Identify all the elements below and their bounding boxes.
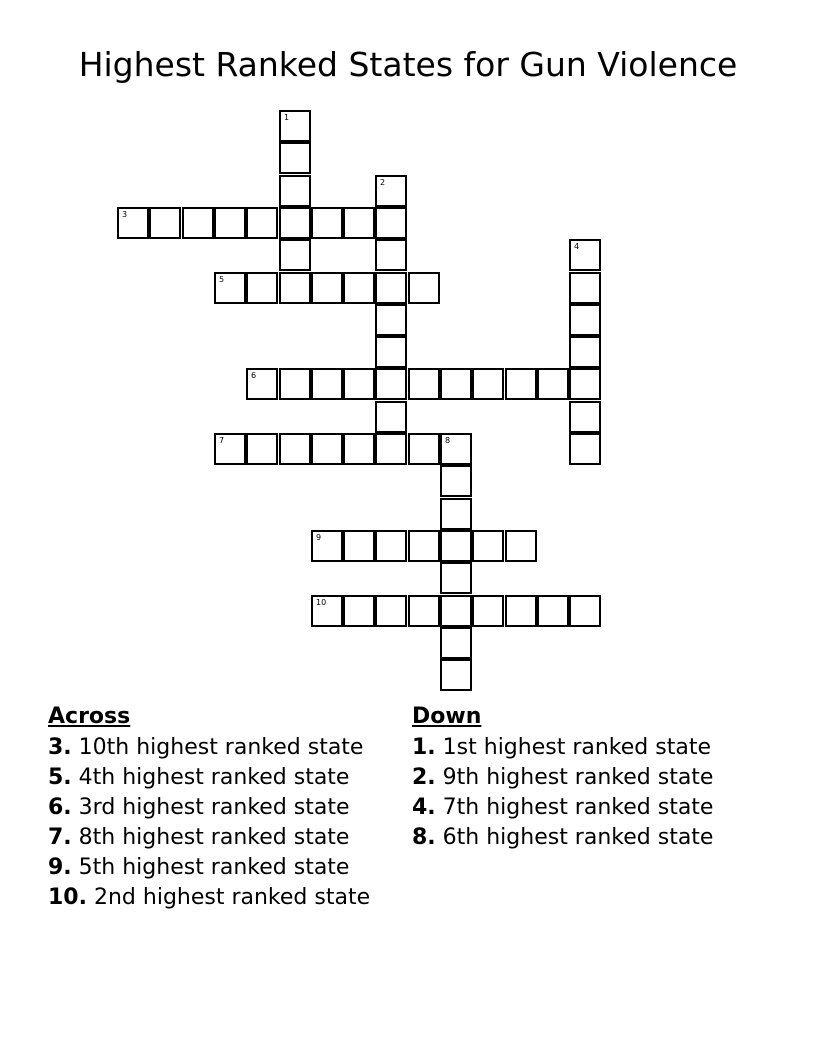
cell-number: 9 — [316, 533, 322, 542]
crossword-cell[interactable] — [440, 530, 472, 562]
page-title: Highest Ranked States for Gun Violence — [78, 45, 738, 84]
cell-number: 8 — [445, 436, 451, 445]
crossword-cell[interactable] — [375, 595, 407, 627]
crossword-cell[interactable] — [375, 239, 407, 271]
clue-text: 9th highest ranked state — [442, 765, 714, 790]
crossword-cell[interactable] — [505, 530, 537, 562]
crossword-cell[interactable] — [375, 336, 407, 368]
crossword-cell[interactable] — [343, 530, 375, 562]
crossword-cell[interactable] — [311, 207, 343, 239]
crossword-cell[interactable] — [375, 207, 407, 239]
crossword-cell[interactable] — [440, 498, 472, 530]
clue-text: 7th highest ranked state — [442, 795, 714, 820]
clue-text: 2nd highest ranked state — [93, 885, 371, 910]
down-clues — [412, 702, 772, 852]
crossword-cell[interactable] — [149, 207, 181, 239]
clue-text: 6th highest ranked state — [442, 825, 714, 850]
crossword-cell[interactable] — [408, 272, 440, 304]
crossword-cell[interactable] — [440, 368, 472, 400]
across-clue — [48, 762, 398, 792]
crossword-cell[interactable] — [279, 368, 311, 400]
crossword-cell[interactable] — [505, 595, 537, 627]
crossword-cell[interactable] — [569, 336, 601, 368]
crossword-cell[interactable] — [117, 207, 149, 239]
crossword-cell[interactable] — [279, 272, 311, 304]
crossword-cell[interactable] — [375, 175, 407, 207]
crossword-cell[interactable] — [569, 239, 601, 271]
cell-number: 3 — [122, 210, 128, 219]
clue-text: 3rd highest ranked state — [78, 795, 350, 820]
crossword-cell[interactable] — [311, 433, 343, 465]
crossword-cell[interactable] — [343, 368, 375, 400]
across-heading: Across — [48, 704, 131, 729]
clue-number: 6. — [48, 795, 72, 820]
crossword-cell[interactable] — [343, 207, 375, 239]
crossword-cell[interactable] — [311, 595, 343, 627]
across-clue — [48, 822, 398, 852]
cell-number: 6 — [251, 371, 257, 380]
crossword-cell[interactable] — [569, 368, 601, 400]
clue-number: 8. — [412, 825, 436, 850]
crossword-cell[interactable] — [279, 110, 311, 142]
crossword-cell[interactable] — [505, 368, 537, 400]
crossword-cell[interactable] — [343, 433, 375, 465]
crossword-cell[interactable] — [375, 401, 407, 433]
crossword-cell[interactable] — [279, 175, 311, 207]
across-clue — [48, 882, 398, 912]
crossword-cell[interactable] — [246, 272, 278, 304]
crossword-cell[interactable] — [279, 239, 311, 271]
crossword-cell[interactable] — [182, 207, 214, 239]
clue-text: 10th highest ranked state — [78, 735, 364, 760]
crossword-cell[interactable] — [311, 368, 343, 400]
cell-number: 1 — [284, 113, 290, 122]
crossword-cell[interactable] — [279, 433, 311, 465]
clue-number: 4. — [412, 795, 436, 820]
crossword-cell[interactable] — [472, 595, 504, 627]
down-clue — [412, 792, 772, 822]
crossword-cell[interactable] — [472, 530, 504, 562]
crossword-cell[interactable] — [343, 595, 375, 627]
down-clue — [412, 732, 772, 762]
cell-number: 10 — [316, 598, 327, 607]
clue-number: 7. — [48, 825, 72, 850]
cell-number: 4 — [574, 242, 580, 251]
crossword-cell[interactable] — [569, 304, 601, 336]
crossword-cell[interactable] — [440, 433, 472, 465]
clue-number: 3. — [48, 735, 72, 760]
clue-number: 5. — [48, 765, 72, 790]
crossword-cell[interactable] — [214, 272, 246, 304]
down-clue — [412, 762, 772, 792]
crossword-cell[interactable] — [375, 304, 407, 336]
cell-number: 5 — [219, 275, 225, 284]
crossword-cell[interactable] — [408, 595, 440, 627]
crossword-cell[interactable] — [440, 562, 472, 594]
across-clue — [48, 792, 398, 822]
crossword-cell[interactable] — [214, 433, 246, 465]
crossword-cell[interactable] — [472, 368, 504, 400]
crossword-cell[interactable] — [246, 207, 278, 239]
clue-number: 2. — [412, 765, 436, 790]
crossword-cell[interactable] — [569, 433, 601, 465]
crossword-cell[interactable] — [440, 627, 472, 659]
crossword-cell[interactable] — [537, 368, 569, 400]
crossword-cell[interactable] — [375, 368, 407, 400]
across-clue — [48, 852, 398, 882]
crossword-cell[interactable] — [214, 207, 246, 239]
crossword-cell[interactable] — [440, 659, 472, 691]
crossword-cell[interactable] — [375, 433, 407, 465]
crossword-cell[interactable] — [311, 272, 343, 304]
clue-text: 4th highest ranked state — [78, 765, 350, 790]
crossword-cell[interactable] — [408, 530, 440, 562]
down-clue — [412, 822, 772, 852]
cell-number: 2 — [380, 178, 386, 187]
crossword-cell[interactable] — [343, 272, 375, 304]
crossword-cell[interactable] — [569, 401, 601, 433]
crossword-cell[interactable] — [375, 530, 407, 562]
crossword-cell[interactable] — [537, 595, 569, 627]
across-clues — [48, 702, 398, 912]
crossword-cell[interactable] — [246, 368, 278, 400]
crossword-cell[interactable] — [279, 207, 311, 239]
crossword-cell[interactable] — [375, 272, 407, 304]
clue-number: 1. — [412, 735, 436, 760]
crossword-cell[interactable] — [569, 272, 601, 304]
crossword-cell[interactable] — [569, 595, 601, 627]
crossword-cell[interactable] — [440, 595, 472, 627]
crossword-cell[interactable] — [246, 433, 278, 465]
crossword-cell[interactable] — [440, 465, 472, 497]
cell-number: 7 — [219, 436, 225, 445]
crossword-cell[interactable] — [279, 142, 311, 174]
crossword-cell[interactable] — [408, 368, 440, 400]
crossword-cell[interactable] — [311, 530, 343, 562]
clue-text: 1st highest ranked state — [442, 735, 711, 760]
crossword-cell[interactable] — [408, 433, 440, 465]
across-clue — [48, 732, 398, 762]
clue-text: 8th highest ranked state — [78, 825, 350, 850]
down-heading: Down — [412, 704, 482, 729]
clue-number: 10. — [48, 885, 87, 910]
clue-number: 9. — [48, 855, 72, 880]
clue-text: 5th highest ranked state — [78, 855, 350, 880]
